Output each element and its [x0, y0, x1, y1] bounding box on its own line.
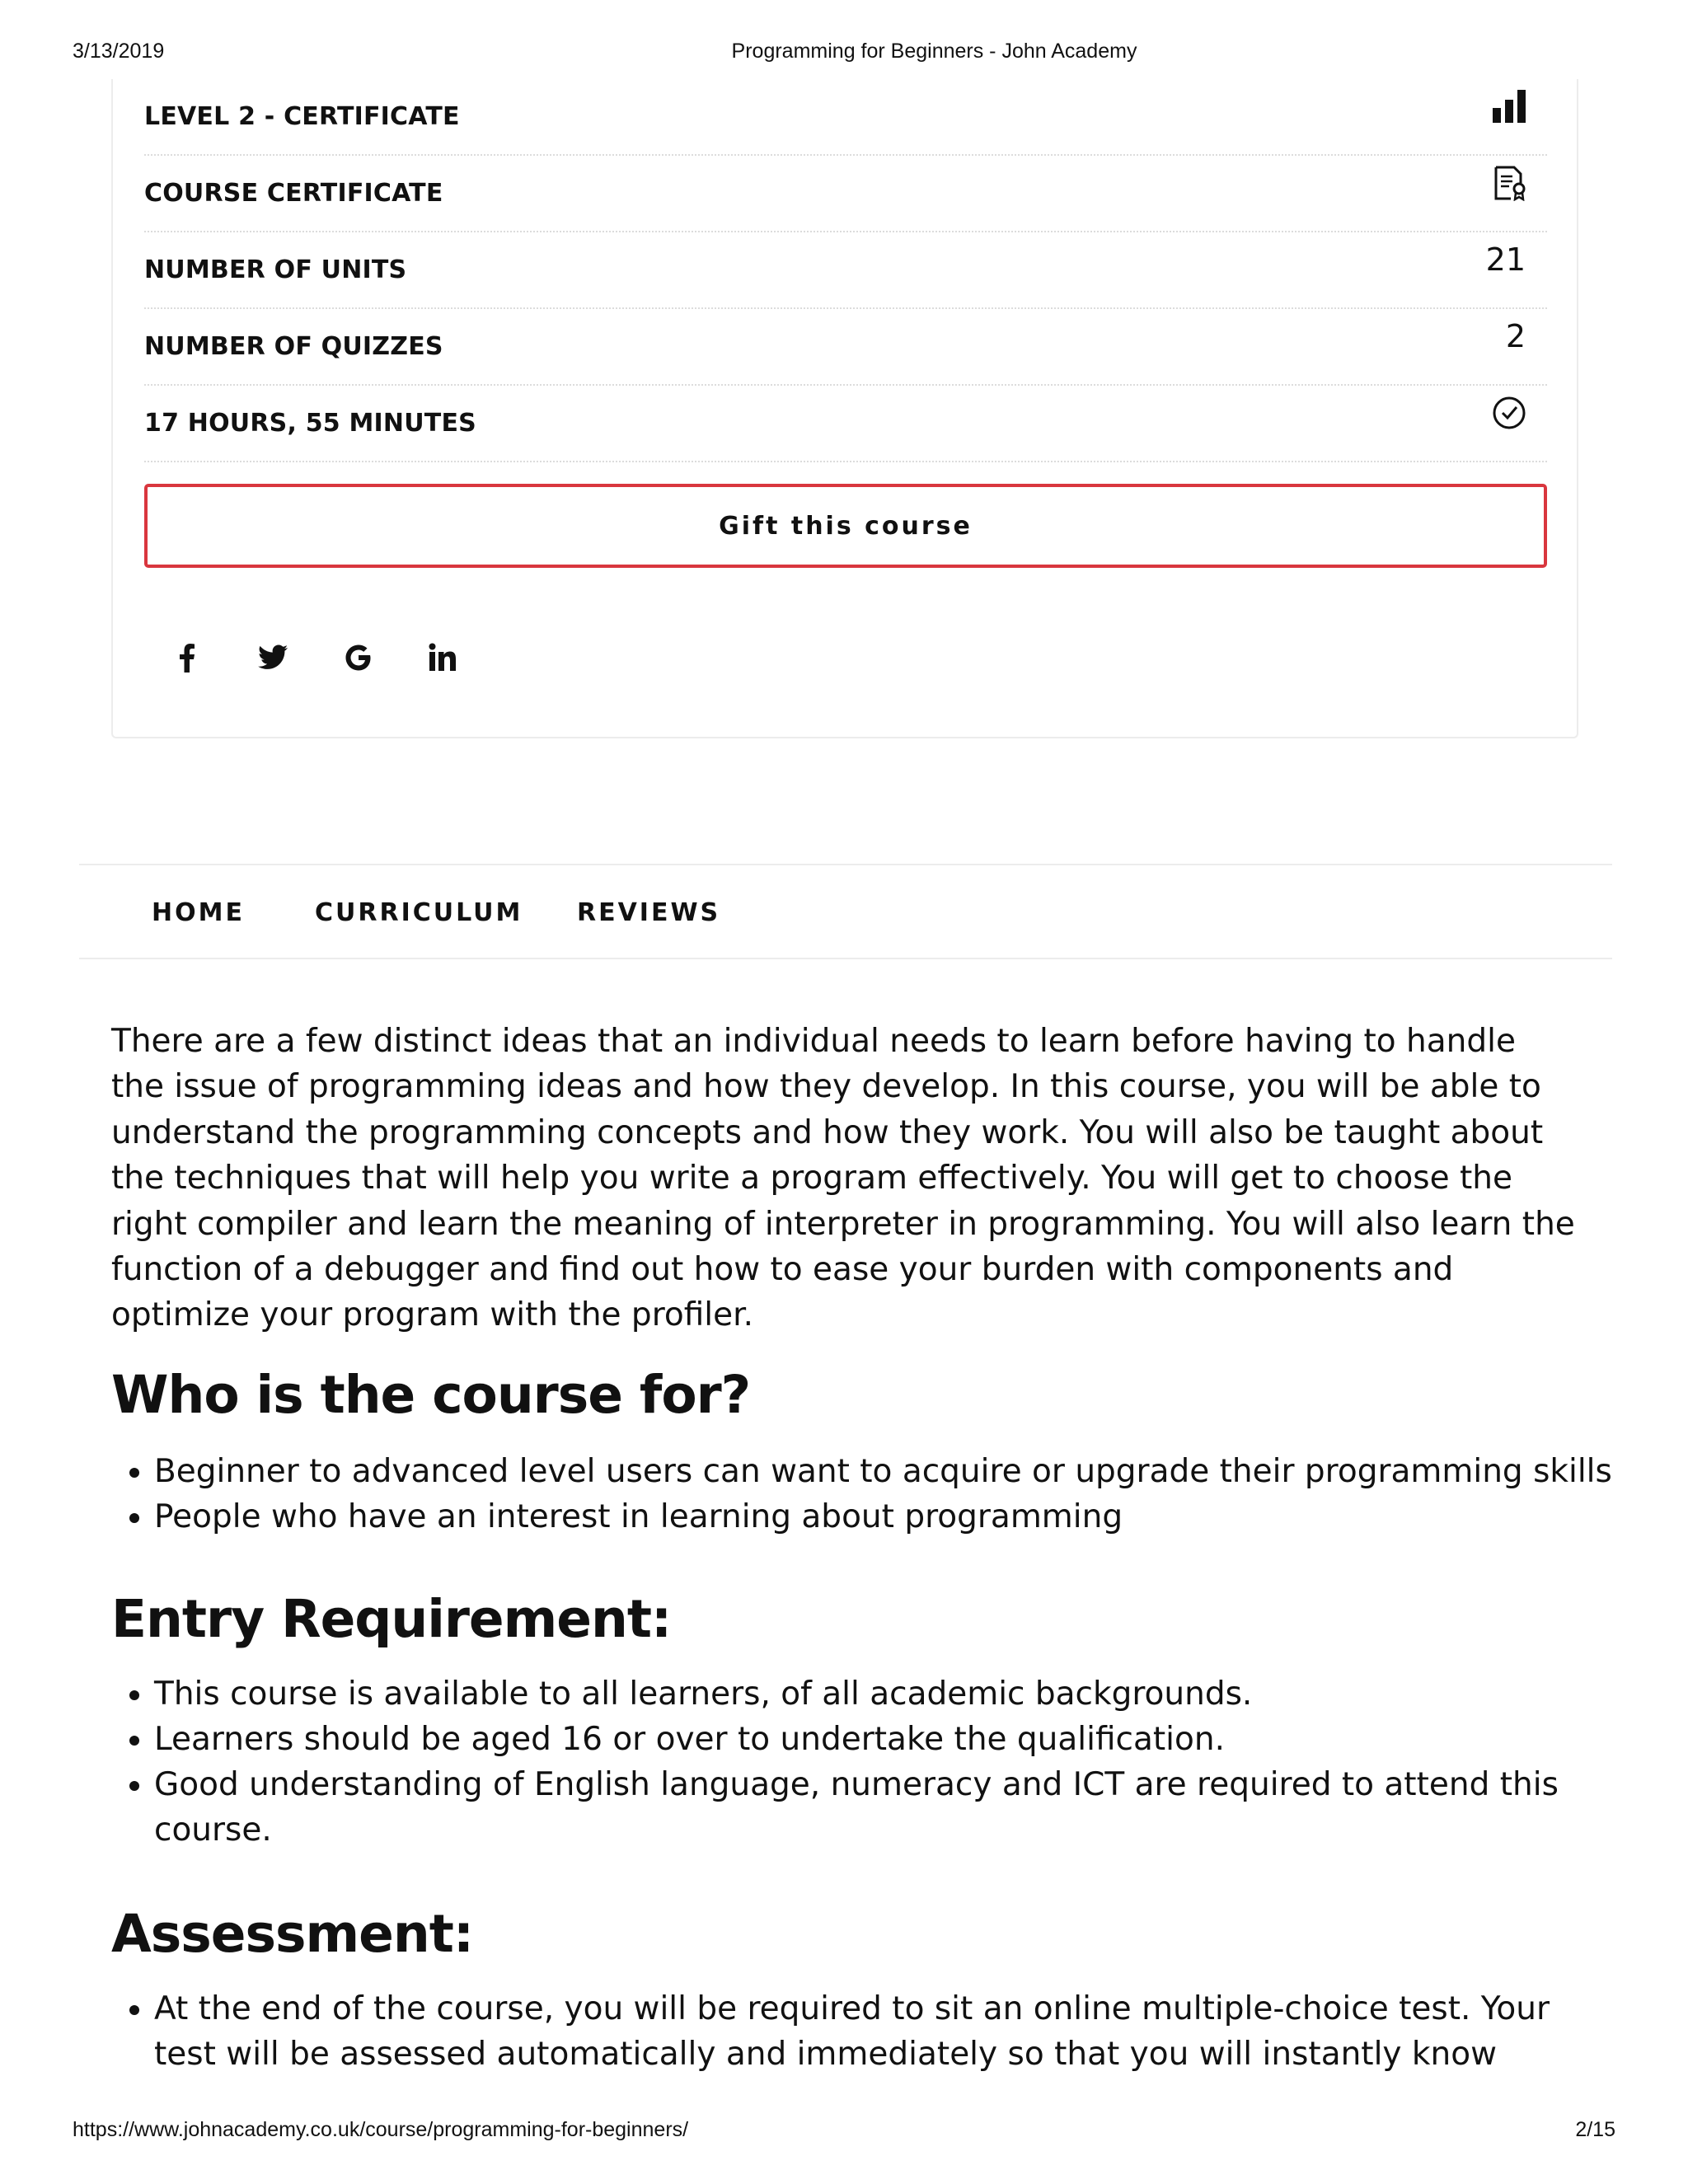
- intro-paragraph: There are a few distinct ideas that an individual needs to learn before having to handle the issue of programming ideas and how they develop. In this course, you will be able to understand the programming concepts and how they work. You will also be taught about the techniques that will help you write a program effectively. You will get to choose the right compiler and learn the meaning of interpreter in programming. You will also learn the function of a debugger and find out how to ease your burden with components and optimize your program with the profiler.: [111, 1023, 1575, 1334]
- meta-label-quizzes: NUMBER OF QUIZZES: [144, 332, 443, 361]
- tab-home[interactable]: HOME: [152, 898, 245, 927]
- quizzes-count: 2: [1505, 318, 1526, 354]
- print-footer: [0, 2118, 1688, 2146]
- google-icon[interactable]: [334, 633, 383, 682]
- list-item: • People who have an interest in learning about programming: [154, 1494, 1621, 1540]
- entry-requirement-heading: Entry Requirement:: [111, 1589, 672, 1649]
- list-item: • This course is available to all learners, of all academic backgrounds.: [154, 1671, 1621, 1717]
- bar-chart-icon: [1491, 88, 1527, 124]
- certificate-icon: [1491, 165, 1527, 201]
- meta-label-units: NUMBER OF UNITS: [144, 255, 407, 284]
- meta-row-quizzes: [144, 309, 1547, 386]
- course-tabs: [79, 864, 1612, 959]
- units-count: 21: [1485, 241, 1526, 278]
- meta-row-units: [144, 232, 1547, 309]
- list-item: • At the end of the course, you will be required to sit an online multiple-choice test. Your test will be assessed automatically and immediately so that you will instantly know: [154, 1986, 1621, 2077]
- assessment-list: [111, 1986, 1621, 2077]
- list-item: • Good understanding of English language, numeracy and ICT are required to attend this course.: [154, 1762, 1621, 1853]
- print-url: https://www.johnacademy.co.uk/course/programming-for-beginners/: [73, 2118, 689, 2141]
- tab-curriculum[interactable]: CURRICULUM: [315, 898, 523, 927]
- course-info-card: [111, 79, 1578, 738]
- print-page-number: 2/15: [1575, 2118, 1615, 2141]
- course-description: [111, 1019, 1612, 2073]
- twitter-icon[interactable]: [248, 633, 298, 682]
- print-page-title: Programming for Beginners - John Academy: [731, 40, 1137, 63]
- who-list: [111, 1449, 1621, 1540]
- assessment-heading: Assessment:: [111, 1904, 474, 1964]
- tab-reviews[interactable]: REVIEWS: [577, 898, 721, 927]
- list-item: • Learners should be aged 16 or over to undertake the qualification.: [154, 1717, 1621, 1762]
- meta-row-duration: [144, 386, 1547, 462]
- meta-row-level: [144, 79, 1547, 156]
- clock-check-icon: [1491, 395, 1527, 431]
- meta-label-level: LEVEL 2 - CERTIFICATE: [144, 102, 460, 131]
- gift-course-button[interactable]: Gift this course: [144, 484, 1547, 568]
- meta-label-certificate: COURSE CERTIFICATE: [144, 179, 443, 208]
- list-item: • Beginner to advanced level users can want to acquire or upgrade their programming skills: [154, 1449, 1621, 1494]
- print-date: 3/13/2019: [73, 40, 165, 63]
- meta-label-duration: 17 HOURS, 55 MINUTES: [144, 409, 476, 438]
- print-header: [0, 40, 1688, 68]
- entry-requirement-list: [111, 1671, 1621, 1853]
- meta-row-certificate: [144, 156, 1547, 232]
- linkedin-icon[interactable]: [418, 633, 467, 682]
- who-heading: Who is the course for?: [111, 1365, 751, 1425]
- facebook-icon[interactable]: [162, 633, 212, 682]
